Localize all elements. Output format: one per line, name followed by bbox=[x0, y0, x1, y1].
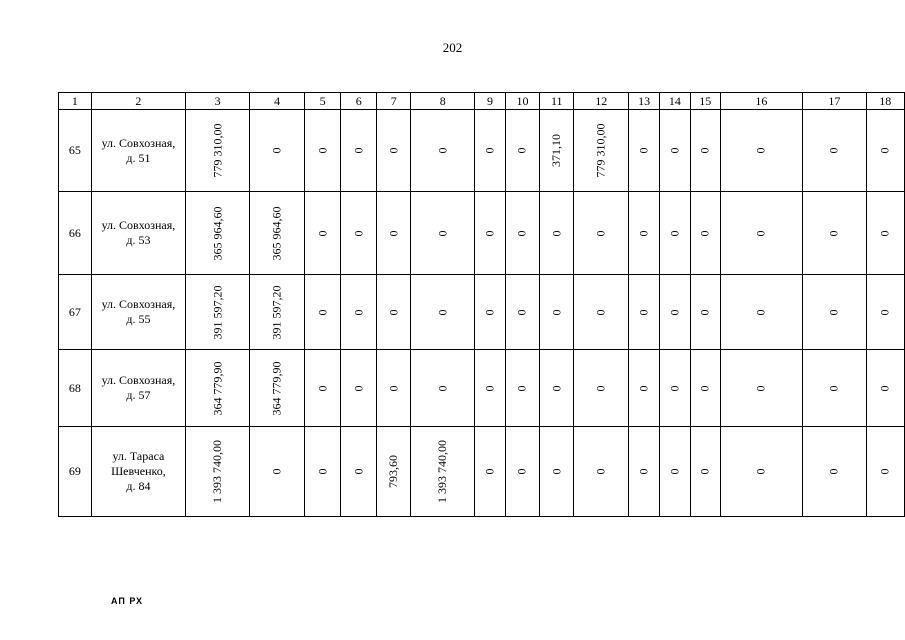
row-number: 68 bbox=[59, 350, 92, 427]
value-cell bbox=[377, 350, 411, 427]
value-text: 1 393 740,00 bbox=[435, 440, 450, 503]
address-line: ул. Совхозная, bbox=[101, 373, 176, 387]
address-line: ул. Совхозная, bbox=[101, 218, 176, 232]
value-text: 0 bbox=[826, 385, 841, 391]
value-text: 0 bbox=[593, 468, 608, 475]
value-text: 0 bbox=[697, 230, 712, 236]
table-row bbox=[59, 275, 905, 350]
value-cell bbox=[540, 192, 574, 275]
value-text: 779 310,00 bbox=[593, 123, 608, 178]
value-text: 793,60 bbox=[386, 455, 401, 488]
value-cell bbox=[505, 427, 540, 517]
value-text: 0 bbox=[826, 468, 841, 475]
value-text: 0 bbox=[315, 309, 330, 315]
table-row bbox=[59, 350, 905, 427]
value-text: 0 bbox=[351, 309, 366, 315]
value-text: 371,10 bbox=[549, 134, 564, 167]
value-cell bbox=[475, 275, 505, 350]
value-text: 0 bbox=[877, 230, 892, 236]
value-cell bbox=[866, 275, 904, 350]
value-cell bbox=[660, 110, 691, 192]
value-cell bbox=[803, 192, 867, 275]
value-text: 0 bbox=[593, 309, 608, 315]
value-cell bbox=[574, 275, 629, 350]
value-text: 0 bbox=[753, 147, 768, 154]
value-cell bbox=[250, 110, 305, 192]
address-line: д. 84 bbox=[126, 479, 151, 493]
value-text: 0 bbox=[697, 385, 712, 391]
column-header: 9 bbox=[475, 93, 505, 110]
value-cell bbox=[629, 350, 660, 427]
value-text: 0 bbox=[753, 230, 768, 236]
value-cell bbox=[690, 427, 720, 517]
value-text: 0 bbox=[386, 147, 401, 154]
value-cell bbox=[250, 427, 305, 517]
value-text: 0 bbox=[482, 385, 497, 391]
value-cell bbox=[305, 110, 341, 192]
value-cell bbox=[377, 275, 411, 350]
value-cell bbox=[505, 192, 540, 275]
value-cell bbox=[803, 275, 867, 350]
address-line: д. 55 bbox=[126, 312, 151, 326]
value-cell bbox=[866, 110, 904, 192]
value-text: 0 bbox=[636, 385, 651, 391]
value-text: 0 bbox=[435, 230, 450, 236]
address-line: ул. Совхозная, bbox=[101, 135, 176, 150]
value-text: 0 bbox=[514, 230, 529, 236]
column-header: 13 bbox=[629, 93, 660, 110]
value-cell bbox=[411, 275, 475, 350]
value-text: 0 bbox=[826, 147, 841, 154]
value-text: 0 bbox=[386, 230, 401, 236]
column-header: 16 bbox=[720, 93, 802, 110]
value-text: 0 bbox=[435, 309, 450, 315]
value-text: 0 bbox=[697, 309, 712, 315]
value-text: 0 bbox=[482, 230, 497, 236]
value-cell bbox=[866, 427, 904, 517]
address-line: ул. Совхозная, bbox=[101, 297, 176, 311]
value-cell bbox=[505, 275, 540, 350]
column-header: 15 bbox=[690, 93, 720, 110]
value-cell bbox=[574, 350, 629, 427]
value-text: 0 bbox=[514, 385, 529, 391]
column-header: 1 bbox=[59, 93, 92, 110]
value-cell bbox=[377, 110, 411, 192]
address-line: Шевченко, bbox=[111, 464, 166, 478]
value-cell bbox=[411, 350, 475, 427]
value-cell bbox=[803, 350, 867, 427]
address-cell bbox=[91, 110, 185, 192]
value-cell bbox=[305, 192, 341, 275]
value-text: 0 bbox=[315, 385, 330, 391]
value-text: 0 bbox=[315, 468, 330, 475]
value-text: 0 bbox=[514, 309, 529, 315]
value-text: 0 bbox=[697, 468, 712, 475]
value-text: 0 bbox=[482, 147, 497, 154]
value-text: 365 964,60 bbox=[210, 206, 225, 260]
value-cell bbox=[341, 350, 377, 427]
value-text: 0 bbox=[549, 385, 564, 391]
value-cell bbox=[411, 110, 475, 192]
address-line: д. 57 bbox=[126, 388, 151, 402]
value-cell bbox=[540, 350, 574, 427]
value-text: 0 bbox=[826, 230, 841, 236]
value-cell bbox=[690, 350, 720, 427]
value-cell bbox=[803, 427, 867, 517]
column-header: 2 bbox=[91, 93, 185, 110]
value-text: 0 bbox=[351, 147, 366, 154]
value-cell bbox=[629, 275, 660, 350]
value-text: 0 bbox=[667, 147, 682, 154]
value-cell bbox=[660, 275, 691, 350]
value-text: 0 bbox=[753, 468, 768, 475]
value-text: 0 bbox=[386, 385, 401, 391]
value-cell bbox=[720, 350, 802, 427]
value-text: 0 bbox=[826, 309, 841, 315]
value-text: 0 bbox=[482, 468, 497, 475]
data-table bbox=[58, 92, 905, 517]
value-cell bbox=[540, 110, 574, 192]
address-cell bbox=[91, 427, 185, 517]
address-line: д. 53 bbox=[126, 233, 151, 247]
value-cell bbox=[629, 110, 660, 192]
value-cell bbox=[186, 427, 250, 517]
value-text: 0 bbox=[667, 309, 682, 315]
value-cell bbox=[475, 427, 505, 517]
address-cell bbox=[91, 350, 185, 427]
value-cell bbox=[690, 275, 720, 350]
value-text: 0 bbox=[351, 230, 366, 236]
address-cell bbox=[91, 275, 185, 350]
value-cell bbox=[660, 427, 691, 517]
value-text: 0 bbox=[753, 385, 768, 391]
value-text: 0 bbox=[636, 309, 651, 315]
value-cell bbox=[186, 350, 250, 427]
row-number: 66 bbox=[59, 192, 92, 275]
column-header: 5 bbox=[305, 93, 341, 110]
value-text: 0 bbox=[636, 147, 651, 154]
value-text: 779 310,00 bbox=[210, 123, 225, 178]
value-text: 1 393 740,00 bbox=[210, 440, 225, 503]
column-header: 8 bbox=[411, 93, 475, 110]
value-text: 0 bbox=[269, 468, 284, 475]
value-text: 0 bbox=[435, 385, 450, 391]
value-text: 0 bbox=[549, 468, 564, 475]
value-text: 0 bbox=[482, 309, 497, 315]
value-cell bbox=[540, 275, 574, 350]
value-cell bbox=[305, 427, 341, 517]
value-cell bbox=[305, 350, 341, 427]
value-text: 0 bbox=[877, 147, 892, 154]
table-row bbox=[59, 110, 905, 192]
row-number: 65 bbox=[59, 110, 92, 192]
value-text: 0 bbox=[753, 309, 768, 315]
value-cell bbox=[660, 192, 691, 275]
value-text: 0 bbox=[636, 468, 651, 475]
value-cell bbox=[866, 350, 904, 427]
value-text: 0 bbox=[386, 309, 401, 315]
value-cell bbox=[720, 275, 802, 350]
column-header: 7 bbox=[377, 93, 411, 110]
value-cell bbox=[803, 110, 867, 192]
value-text: 0 bbox=[514, 468, 529, 475]
value-text: 391 597,20 bbox=[210, 285, 225, 339]
value-cell bbox=[475, 350, 505, 427]
value-text: 391 597,20 bbox=[269, 285, 284, 339]
value-cell bbox=[540, 427, 574, 517]
value-cell bbox=[250, 192, 305, 275]
column-header: 10 bbox=[505, 93, 540, 110]
value-cell bbox=[629, 192, 660, 275]
value-text: 0 bbox=[667, 468, 682, 475]
value-cell bbox=[186, 192, 250, 275]
value-cell bbox=[377, 192, 411, 275]
value-text: 365 964,60 bbox=[269, 206, 284, 260]
address-line: д. 51 bbox=[126, 150, 151, 165]
value-cell bbox=[574, 110, 629, 192]
value-text: 0 bbox=[877, 468, 892, 475]
value-text: 0 bbox=[593, 230, 608, 236]
value-cell bbox=[411, 192, 475, 275]
value-cell bbox=[720, 110, 802, 192]
address-cell bbox=[91, 192, 185, 275]
value-text: 364 779,90 bbox=[210, 361, 225, 415]
value-text: 0 bbox=[315, 230, 330, 236]
value-text: 0 bbox=[351, 385, 366, 391]
value-text: 0 bbox=[877, 385, 892, 391]
column-header: 12 bbox=[574, 93, 629, 110]
value-cell bbox=[574, 427, 629, 517]
value-cell bbox=[475, 192, 505, 275]
value-cell bbox=[341, 427, 377, 517]
page-number: 202 bbox=[442, 40, 463, 55]
value-cell bbox=[186, 110, 250, 192]
value-cell bbox=[505, 110, 540, 192]
value-cell bbox=[629, 427, 660, 517]
value-text: 0 bbox=[667, 230, 682, 236]
value-cell bbox=[505, 350, 540, 427]
value-text: 0 bbox=[435, 147, 450, 154]
column-header: 3 bbox=[186, 93, 250, 110]
value-cell bbox=[660, 350, 691, 427]
value-cell bbox=[341, 110, 377, 192]
value-text: 0 bbox=[667, 385, 682, 391]
value-text: 0 bbox=[697, 147, 712, 154]
value-cell bbox=[341, 192, 377, 275]
value-cell bbox=[305, 275, 341, 350]
table-row bbox=[59, 192, 905, 275]
value-cell bbox=[866, 192, 904, 275]
address-line: ул. Тараса bbox=[112, 449, 165, 463]
value-cell bbox=[720, 192, 802, 275]
value-text: 0 bbox=[593, 385, 608, 391]
value-cell bbox=[186, 275, 250, 350]
value-text: 0 bbox=[636, 230, 651, 236]
value-cell bbox=[250, 275, 305, 350]
column-header: 11 bbox=[540, 93, 574, 110]
table-row bbox=[59, 427, 905, 517]
value-cell bbox=[377, 427, 411, 517]
value-text: 0 bbox=[549, 230, 564, 236]
column-header: 17 bbox=[803, 93, 867, 110]
value-text: 0 bbox=[514, 147, 529, 154]
value-text: 0 bbox=[315, 147, 330, 154]
value-cell bbox=[720, 427, 802, 517]
value-cell bbox=[250, 350, 305, 427]
value-text: 364 779,90 bbox=[269, 361, 284, 415]
value-text: 0 bbox=[877, 309, 892, 315]
row-number: 69 bbox=[59, 427, 92, 517]
value-cell bbox=[574, 192, 629, 275]
value-cell bbox=[411, 427, 475, 517]
row-number: 67 bbox=[59, 275, 92, 350]
column-header: 6 bbox=[341, 93, 377, 110]
value-text: 0 bbox=[269, 147, 284, 154]
value-cell bbox=[690, 110, 720, 192]
footer-stamp: АП РХ bbox=[111, 596, 144, 606]
column-header: 18 bbox=[866, 93, 904, 110]
column-header: 14 bbox=[660, 93, 691, 110]
value-cell bbox=[690, 192, 720, 275]
value-text: 0 bbox=[351, 468, 366, 475]
table-header-row bbox=[59, 93, 905, 110]
column-header: 4 bbox=[250, 93, 305, 110]
value-cell bbox=[475, 110, 505, 192]
value-text: 0 bbox=[549, 309, 564, 315]
value-cell bbox=[341, 275, 377, 350]
